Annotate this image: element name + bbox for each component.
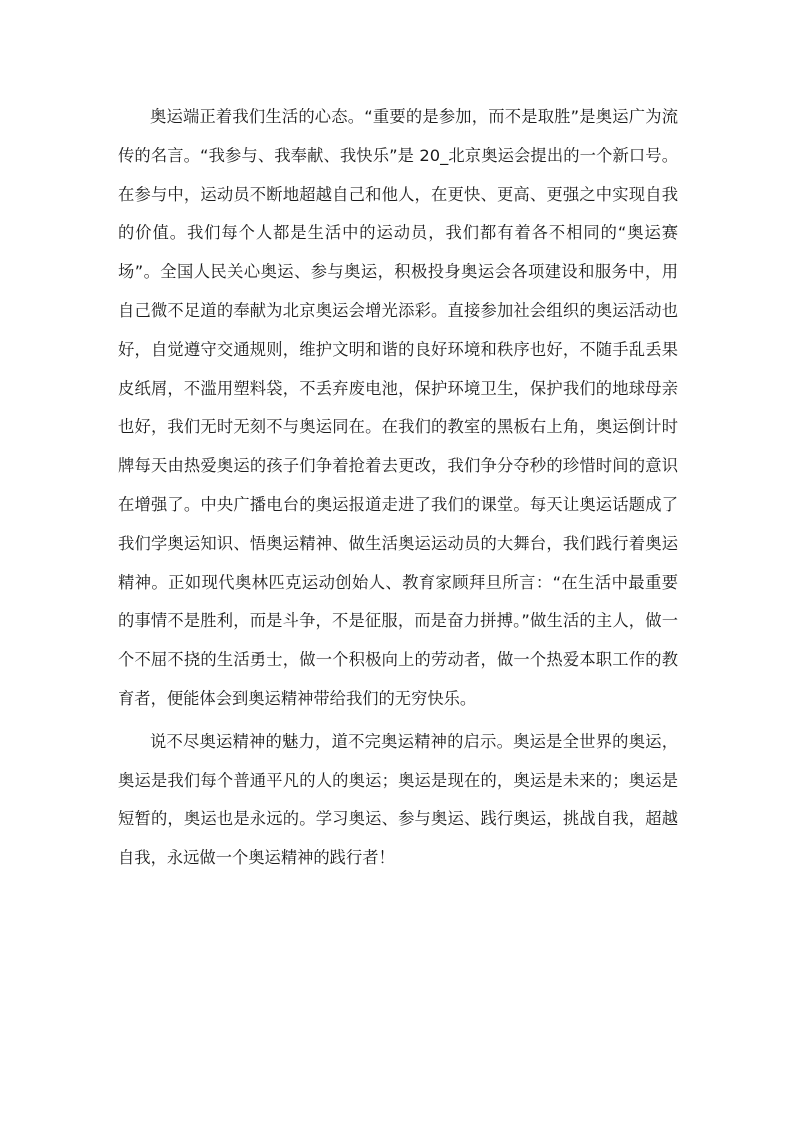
paragraph-line: 的无穷快乐。: [378, 688, 477, 708]
paragraph-line: 题成了我们学奥运知识、悟奥运精神、做生活奥运运动员的大舞台，我: [118, 494, 678, 553]
paragraph-line: 奥运端正着我们生活的心态。“重要的是参加，而不是取胜”是奥: [150, 107, 613, 126]
paragraph-line: “在生活中最重要的事情不是胜利，而是斗争，不是征服，而是奋力拼: [118, 572, 678, 631]
paragraph-line: 奥运，奥运是我们每个普通平凡的人的奥运；奥运是现在的，奥运是未: [118, 731, 678, 790]
paragraph-line: 护文明和谐的良好环境和秩序也好，不随手乱丢果皮纸屑，不滥用塑料: [118, 339, 678, 398]
paragraph-2: [118, 723, 678, 878]
paragraph-line: 劳动者，做一个热爱本职工作的教育者，便能体会到奥运精神带给我们: [118, 650, 678, 708]
paragraph-line: 搏。”做生活的主人，做一个不屈不挠的生活勇士，做一个积极向上的: [118, 611, 678, 670]
document-body: [118, 98, 678, 882]
paragraph-line: 来的；奥运是短暂的，奥运也是永远的。学习奥运、参与奥运、践行奥: [118, 770, 678, 829]
paragraph-line: 时无刻不与奥运同在。在我们的教室的黑板右上角，奥运倒计时牌每天: [118, 417, 678, 476]
paragraph-line: 们都有着各不相同的“奥运赛场”。全国人民关心奥运、参与奥运，积: [118, 223, 679, 282]
paragraph-line: 们践行着奥运精神。正如现代奥林匹克运动创始人、教育家顾拜旦所言：: [118, 533, 678, 592]
paragraph-line: 运，挑战自我，超越自我，永远做一个奥运精神的践行者！: [118, 809, 678, 868]
paragraph-line: 增光添彩。直接参加社会组织的奥运活动也好，自觉遵守交通规则，维: [118, 300, 678, 359]
paragraph-line: 由热爱奥运的孩子们争着抢着去更改，我们争分夺秒的珍惜时间的意识: [167, 456, 678, 476]
paragraph-line: 在增强了。中央广播电台的奥运报道走进了我们的课堂。每天让奥运话: [118, 494, 629, 514]
paragraph-line: 说不尽奥运精神的魅力，道不完奥运精神的启示。奥运是全世界的: [150, 731, 629, 751]
paragraph-line: 极投身奥运会各项建设和服务中，用自己微不足道的奉献为北京奥运会: [118, 262, 678, 320]
paragraph-line: 运广为流传的名言。“我参与、我奉献、我快乐”是 20_北京奥运会提: [118, 107, 678, 165]
paragraph-line: 出的一个新口号。在参与中，运动员不断地超越自己和他人，在更快、: [118, 145, 678, 204]
paragraph-line: 更高、更强之中实现自我的价值。我们每个人都是生活中的运动员，我: [118, 184, 678, 243]
paragraph-line: 袋，不丢弃废电池，保护环境卫生，保护我们的地球母亲也好，我们无: [118, 378, 678, 437]
paragraph-1: [118, 98, 678, 719]
